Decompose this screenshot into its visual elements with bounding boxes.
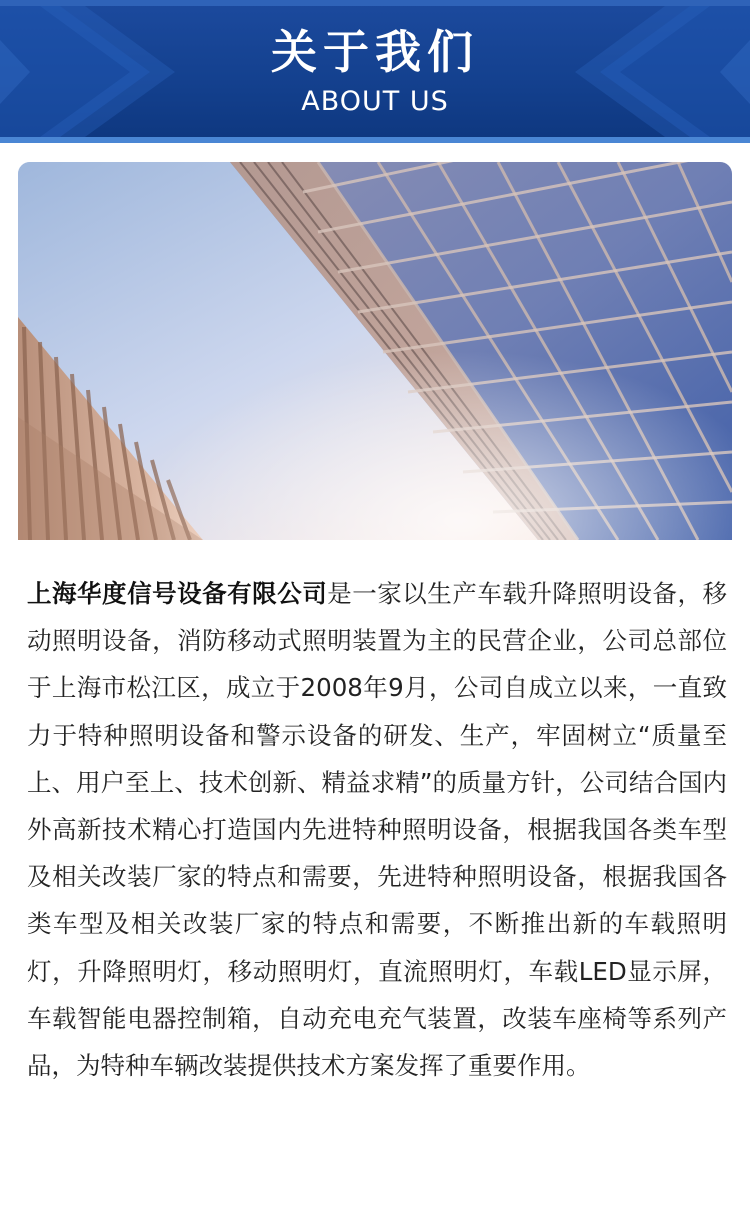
building-glass-facade-image xyxy=(18,162,732,540)
about-description xyxy=(27,570,727,1089)
header-title-en: ABOUT US xyxy=(301,86,449,117)
header-bottom-line xyxy=(0,137,750,143)
about-header-banner xyxy=(0,0,750,143)
header-title-cn: 关于我们 xyxy=(271,25,479,79)
company-name: 上海华度信号设备有限公司 xyxy=(27,579,328,608)
about-body-text: 是一家以生产车载升降照明设备，移动照明设备，消防移动式照明装置为主的民营企业，公司总部位于上海市松江区，成立于2008年9月，公司自成立以来，一直致力于特种照明设备和警示设备的研发、生产，牢固树立“质量至上、用户至上、技术创新、精益求精”的质量方针，公司结合国内外高新技术精心打造国内先进特种照明设备，根据我国各类车型及相关改装厂家的特点和需要，先进特种照明设备，根据我国各类车型及相关改装厂家的特点和需要，不断推出新的车载照明灯，升降照明灯，移动照明灯，直流照明灯，车载LED显示屏，车载智能电器控制箱，自动充电充气装置，改装车座椅等系列产品，为特种车辆改装提供技术方案发挥了重要作用。 xyxy=(27,579,728,1081)
